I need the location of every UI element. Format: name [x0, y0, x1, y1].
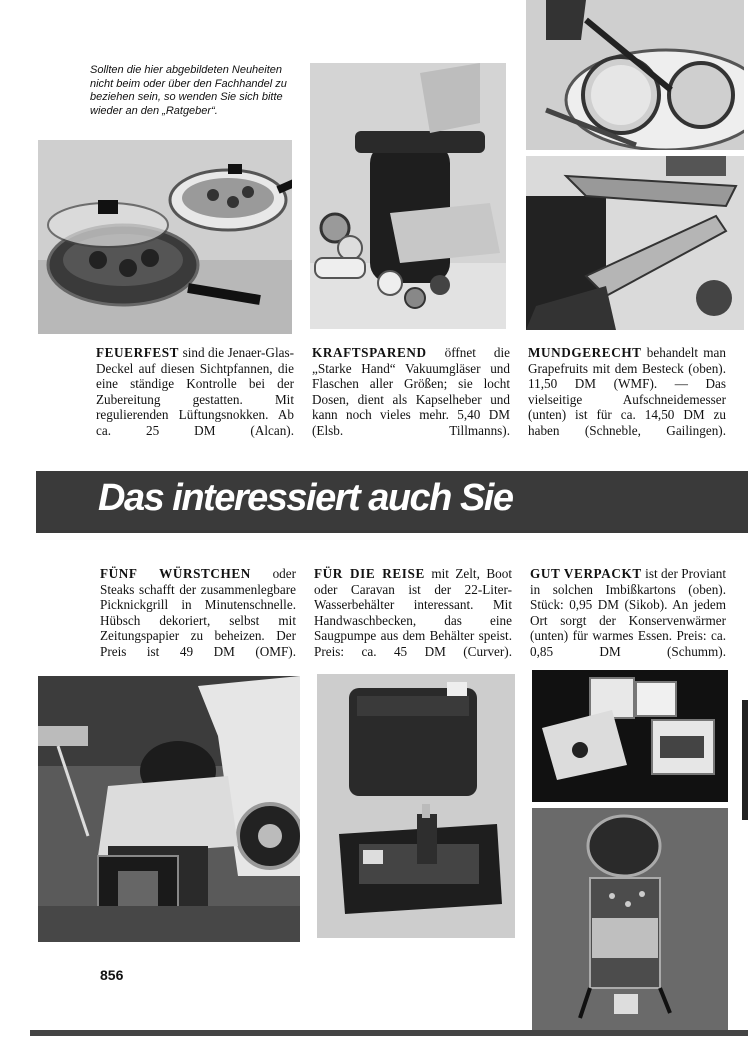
item-fuenf-wuerstchen	[100, 566, 296, 660]
photo-jar-opener	[310, 63, 506, 329]
item-heading: KRAFTSPAREND	[312, 345, 427, 360]
intro-note: Sollten die hier abgebildeten Neuheiten nicht beim oder über den Fachhandel zu beziehen sein, so wenden Sie sich bitte wieder an den „Ratgeber“.	[90, 64, 287, 117]
photo-snack-boxes	[532, 670, 728, 802]
item-mundgerecht	[528, 345, 726, 439]
photo-glass-pans	[38, 140, 292, 334]
section-banner	[36, 471, 748, 533]
item-body: sind die Jenaer-Glas-Deckel auf diesen Sichtpfannen, die eine ständige Kontrolle bei der Zubereitung gestatten. Mit regulierenden Lüftungsnokken. Ab ca. 25 DM (Alcan).	[96, 345, 294, 438]
item-heading: MUNDGERECHT	[528, 345, 642, 360]
item-body: mit Zelt, Boot oder Caravan ist der 22-Liter-Wasserbehälter interessant. Mit Handwaschbecken, das eine Saugpumpe aus dem Behälter speist. Preis: ca. 45 DM (Curver).	[314, 566, 512, 659]
item-heading: FEUERFEST	[96, 345, 180, 360]
page-edge-shadow	[30, 1030, 748, 1036]
photo-grapefruit-cutlery	[526, 0, 744, 150]
photo-picnic-grill	[38, 676, 300, 942]
page-number: 856	[100, 967, 124, 983]
right-edge-shadow	[742, 700, 748, 820]
item-fuer-die-reise	[314, 566, 512, 660]
item-body: behandelt man Grapefruits mit dem Besteck (oben). 11,50 DM (WMF). — Das vielseitige Aufschneidemesser (unten) ist für ca. 14,50 DM zu haben (Schneble, Gailingen).	[528, 345, 726, 438]
photo-water-container	[317, 674, 515, 938]
item-heading: FÜR DIE REISE	[314, 566, 425, 581]
photo-can-warmer	[532, 808, 728, 1034]
item-kraftsparend	[312, 345, 510, 439]
item-body: oder Steaks schafft der zusammenlegbare Picknickgrill in Minutenschnelle. Hübsch dekoriert, selbst mit Zeitungspapier zu beheizen. Der Preis ist 49 DM (OMF).	[100, 566, 297, 659]
banner-title: Das interessiert auch Sie	[98, 477, 513, 519]
photo-slicing-knife	[526, 156, 744, 330]
item-feuerfest	[96, 345, 294, 439]
item-heading: GUT VERPACKT	[530, 566, 642, 581]
item-heading: FÜNF WÜRSTCHEN	[100, 566, 251, 581]
item-body: ist der Proviant in solchen Imbißkartons (oben). Stück: 0,95 DM (Sikob). An jedem Ort sorgt der Konservenwärmer (unten) für warmes Essen. Preis: ca. 0,85 DM (Schumm).	[530, 566, 726, 659]
item-body: öffnet die „Starke Hand“ Vakuumgläser und Flaschen aller Größen; sie locht Dosen, dient als Kapselheber und kann noch vieles mehr. 5,40 DM (Elsb. Tillmanns).	[312, 345, 510, 438]
item-gut-verpackt	[530, 566, 726, 660]
